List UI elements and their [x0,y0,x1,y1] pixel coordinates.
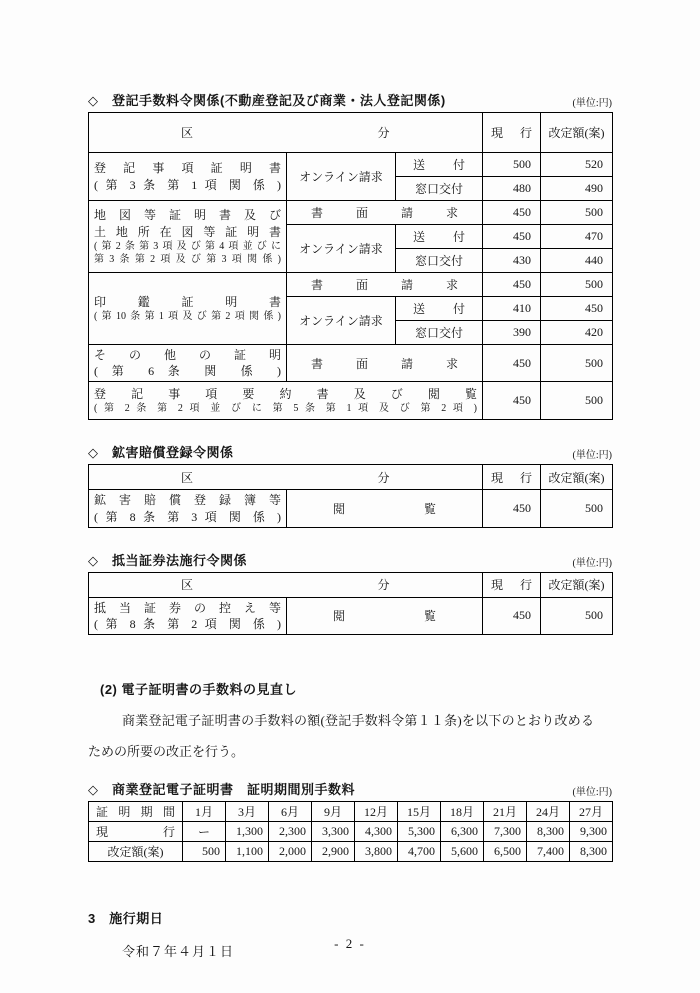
unit-label: (単位:円) [572,787,612,799]
fee-cell: 8,300 [570,842,613,862]
period-header: 27月 [570,802,613,822]
page-number: - 2 - [334,936,366,951]
delivery-counter: 窓口交付 [396,321,483,345]
fee-cell: 5,300 [398,822,441,842]
fee-revised: 500 [541,382,613,420]
item-name-line: 抵 当 証 券 の 控 え 等 [94,600,281,615]
col-header-revised: 改定額(案) [541,572,613,597]
unit-label: (単位:円) [572,557,612,569]
item-ref-line: ( 第 3 条 第 1 項 関 係 ) [94,177,281,192]
fee-cell: 2,000 [269,842,312,862]
section-certificate-header [88,779,612,798]
fee-revised: 500 [541,273,613,297]
item-ref-line: (第10条第1項及び第2項関係) [94,311,281,323]
item-map-certificate [89,201,287,273]
section-certificate-title: ◇ 商業登記電子証明書 証明期間別手数料 [88,782,355,798]
fee-cell: 9,300 [570,822,613,842]
fee-current: 450 [483,382,541,420]
item-name-line: 登 記 事 項 証 明 書 [94,161,281,176]
section-registration-header [88,90,612,109]
item-ref-line: (第2条第3項及び第4項並びに [94,240,281,252]
fee-current: 430 [483,249,541,273]
fee-cell: 4,300 [355,822,398,842]
item-summary-and-inspection [89,382,483,420]
period-header: 18月 [441,802,484,822]
table-header-row [89,572,613,597]
fee-current: 410 [483,297,541,321]
fee-current: 450 [483,345,541,382]
fee-cell: 1,300 [226,822,269,842]
fee-cell: 6,500 [484,842,527,862]
request-method-paper: 書 面 請 求 [287,273,483,297]
request-method-paper: 書 面 請 求 [287,345,483,382]
fee-revised: 500 [541,201,613,225]
fee-revised: 520 [541,153,613,177]
item-ref-line: 第3条第2項及び第3項関係) [94,253,281,265]
col-header-ku: 区 [180,126,193,140]
item-name-line: 印 鑑 証 明 書 [94,294,281,309]
section-electronic-certificate [88,679,612,767]
delivery-mail: 送 付 [396,225,483,249]
item-name-line: そ の 他 の 証 明 [94,348,281,362]
fee-current: 500 [483,153,541,177]
section-mortgage-title: ◇ 抵当証券法施行令関係 [88,552,247,568]
table-row [89,273,613,297]
period-header: 24月 [527,802,570,822]
fee-cell: 3,800 [355,842,398,862]
item-mortgage-copy [89,597,287,634]
item-ref-line: ( 第 8 条 第 3 項 関 係 ) [94,509,281,524]
fee-current: 450 [483,225,541,249]
period-header: 6月 [269,802,312,822]
item-certificate-registered-matters [89,153,287,201]
col-header-current: 現 行 [483,465,541,490]
fee-cell: 3,300 [312,822,355,842]
request-method-online: オンライン請求 [287,297,396,345]
col-header-ku: 区 [180,578,193,593]
fee-cell: 500 [183,842,226,862]
period-header: 9月 [312,802,355,822]
fee-cell: 6,300 [441,822,484,842]
kubun-header [89,576,482,593]
section-effective-date-heading: 3 施行期日 [88,911,164,927]
col-header-current: 現 行 [483,572,541,597]
unit-label: (単位:円) [572,98,612,109]
section-mortgage-securities [88,550,612,635]
registration-fee-table [88,112,613,420]
fee-cell: 5,600 [441,842,484,862]
item-name-line: 登 記 事 項 要 約 書 及 び 閲 覧 [94,387,477,402]
unit-label: (単位:円) [572,450,612,462]
fee-current: 450 [483,201,541,225]
item-seal-certificate [89,273,287,345]
period-header: 1月 [183,802,226,822]
fee-cell: 2,900 [312,842,355,862]
request-method-paper: 書 面 請 求 [287,201,483,225]
fee-revised: 470 [541,225,613,249]
col-header-kubun [89,465,483,490]
section-mining-header [88,442,612,461]
fee-cell: 2,300 [269,822,312,842]
delivery-mail: 送 付 [396,153,483,177]
mining-fee-table [88,464,613,527]
fee-current: 480 [483,177,541,201]
delivery-counter: 窓口交付 [396,249,483,273]
delivery-mail: 送 付 [396,297,483,321]
period-header: 12月 [355,802,398,822]
item-name-line: 地 図 等 証 明 書 及 び [94,208,281,223]
request-method-inspection: 閲 覧 [287,490,483,527]
fee-cell: ー [183,822,226,842]
fee-revised: 490 [541,177,613,201]
table-row [89,345,613,382]
col-header-kubun [89,113,483,153]
table-header-row [89,465,613,490]
subsection-heading: (2) 電子証明書の手数料の見直し [100,682,298,698]
section-mining-title: ◇ 鉱害賠償登録令関係 [88,445,234,461]
col-header-revised: 改定額(案) [541,465,613,490]
request-method-online: オンライン請求 [287,225,396,273]
item-ref-line: ( 第 6 条 関 係 ) [94,364,281,379]
current-fee-row [89,822,613,842]
fee-revised: 450 [541,297,613,321]
table-header-row [89,802,613,822]
fee-revised: 500 [541,345,613,382]
table-row [89,490,613,527]
row-label-current: 現 行 [89,822,183,842]
col-header-current: 現 行 [483,113,541,153]
table-row [89,382,613,420]
item-other-certificates [89,345,287,382]
table-row [89,153,613,177]
kubun-header [89,469,482,486]
fee-current: 450 [483,273,541,297]
fee-revised: 500 [541,490,613,527]
col-header-period: 証 明 期 間 [89,802,183,822]
fee-revised: 440 [541,249,613,273]
item-name-line: 鉱 害 賠 償 登 録 簿 等 [94,493,281,508]
period-header: 21月 [484,802,527,822]
item-ref-line: ( 第 8 条 第 2 項 関 係 ) [94,616,281,631]
fee-cell: 8,300 [527,822,570,842]
kubun-header [89,124,482,141]
section-registration-title: ◇ 登記手数料令関係(不動産登記及び商業・法人登記関係) [88,93,446,108]
fee-current: 450 [483,490,541,527]
fee-current: 450 [483,597,541,634]
item-ref-line: ( 第 2 条 第 2 項 並 び に 第 5 条 第 1 項 及 び 第 2 項 ) [94,403,477,415]
section-mortgage-header [88,550,612,569]
section-effective-date [88,908,612,960]
fee-revised: 420 [541,321,613,345]
fee-revised: 500 [541,597,613,634]
fee-cell: 4,700 [398,842,441,862]
table-header-row [89,113,613,153]
table-row [89,597,613,634]
fee-current: 390 [483,321,541,345]
fee-cell: 7,400 [527,842,570,862]
revised-fee-row [89,842,613,862]
period-header: 15月 [398,802,441,822]
item-mining-register [89,490,287,527]
col-header-bun: 分 [377,578,390,593]
table-row [89,201,613,225]
section-certificate-period-fees [88,779,612,862]
col-header-ku: 区 [180,470,193,485]
certificate-period-table [88,801,613,862]
effective-date-text: 令和７年４月１日 [122,944,235,960]
row-label-revised: 改定額(案) [89,842,183,862]
fee-cell: 1,100 [226,842,269,862]
mortgage-fee-table [88,572,613,635]
period-header: 3月 [226,802,269,822]
col-header-revised: 改定額(案) [541,113,613,153]
section-mining-compensation [88,442,612,527]
fee-cell: 7,300 [484,822,527,842]
col-header-bun: 分 [377,470,390,485]
request-method-inspection: 閲 覧 [287,597,483,634]
section-registration-fee [88,90,612,420]
col-header-kubun [89,572,483,597]
body-paragraph: 商業登記電子証明書の手数料の額(登記手数料令第１１条)を以下のとおり改めるための所要の改正を行う。 [88,713,594,759]
col-header-bun: 分 [377,126,390,140]
delivery-counter: 窓口交付 [396,177,483,201]
item-name-line: 土 地 所 在 図 等 証 明 書 [94,224,281,239]
request-method-online: オンライン請求 [287,153,396,201]
